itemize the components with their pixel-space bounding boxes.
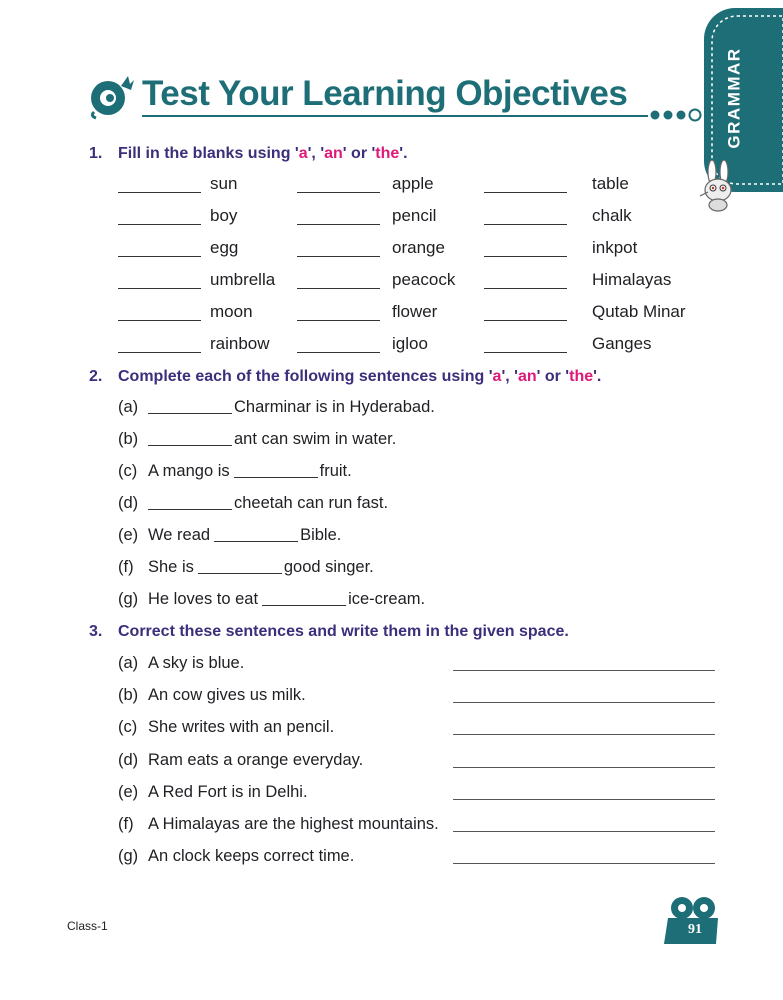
- q1-blank[interactable]: [484, 274, 567, 289]
- q3-sentence: [118, 783, 308, 802]
- q1-word: inkpot: [592, 238, 638, 257]
- q2-item-label: (f): [118, 558, 134, 576]
- q3-item-label: (g): [118, 847, 139, 865]
- mascot-icon: [88, 72, 136, 120]
- q1-word: igloo: [392, 334, 428, 353]
- q3-instruction: Correct these sentences and write them in the given space.: [118, 623, 569, 640]
- q2-sentence: [118, 558, 374, 577]
- q3-incorrect-sentence: She writes with an pencil.: [148, 718, 335, 736]
- q3-number: 3.: [89, 623, 103, 640]
- q3-item-label: (e): [118, 783, 139, 801]
- q2-number: 2.: [89, 368, 103, 385]
- q3-answer-line[interactable]: [453, 734, 715, 735]
- q1-blank[interactable]: [297, 210, 380, 225]
- q1-word: rainbow: [210, 334, 270, 353]
- q1-blank[interactable]: [118, 338, 201, 353]
- q2-blank[interactable]: [148, 399, 232, 414]
- title-underline: [142, 115, 648, 117]
- q1-blank[interactable]: [484, 338, 567, 353]
- q2-sentence: [118, 430, 396, 449]
- q2-text-before: She is: [148, 558, 194, 576]
- q3-answer-line[interactable]: [453, 670, 715, 671]
- q3-answer-line[interactable]: [453, 831, 715, 832]
- q2-text-after: good singer.: [283, 558, 374, 576]
- q2-text-after: ice-cream.: [348, 590, 426, 608]
- title-dots-decoration: [648, 108, 702, 122]
- q2-text-after: ant can swim in water.: [234, 430, 397, 448]
- q2-item-label: (d): [118, 494, 139, 512]
- q2-item-label: (g): [118, 590, 139, 608]
- q3-incorrect-sentence: Ram eats a orange everyday.: [148, 751, 364, 769]
- q3-sentence: [118, 686, 306, 705]
- q2-blank[interactable]: [262, 591, 346, 606]
- q2-sentence: [118, 462, 352, 481]
- q2-text-before: He loves to eat: [148, 590, 259, 608]
- q2-instruction: Complete each of the following sentences using 'a', 'an' or 'the'.: [118, 368, 602, 385]
- q1-word: boy: [210, 206, 238, 225]
- q3-sentence: [118, 847, 354, 866]
- q1-blank[interactable]: [118, 274, 201, 289]
- q2-blank[interactable]: [148, 431, 232, 446]
- q1-blank[interactable]: [297, 306, 380, 321]
- q3-item-label: (c): [118, 718, 138, 736]
- class-label: Class-1: [67, 919, 108, 933]
- q3-item-label: (a): [118, 654, 139, 672]
- q3-item-label: (d): [118, 751, 139, 769]
- q2-text-after: Bible.: [300, 526, 342, 544]
- q2-blank[interactable]: [148, 495, 232, 510]
- q3-incorrect-sentence: A Red Fort is in Delhi.: [148, 783, 308, 801]
- q1-word: egg: [210, 238, 239, 257]
- q1-word: Ganges: [592, 334, 652, 353]
- q1-word: sun: [210, 174, 238, 193]
- q1-word: orange: [392, 238, 445, 257]
- q3-incorrect-sentence: An clock keeps correct time.: [148, 847, 355, 865]
- q2-text-after: fruit.: [319, 462, 352, 480]
- q1-word: Himalayas: [592, 270, 672, 289]
- q1-word: umbrella: [210, 270, 276, 289]
- q2-sentence: [118, 398, 435, 417]
- q3-item-label: (b): [118, 686, 139, 704]
- q1-blank[interactable]: [118, 242, 201, 257]
- q3-answer-line[interactable]: [453, 767, 715, 768]
- q1-blank[interactable]: [484, 178, 567, 193]
- q2-text-after: cheetah can run fast.: [234, 494, 389, 512]
- q1-blank[interactable]: [297, 178, 380, 193]
- q3-answer-line[interactable]: [453, 702, 715, 703]
- q1-instruction: Fill in the blanks using 'a', 'an' or 'the'.: [118, 145, 408, 162]
- q1-number: 1.: [89, 145, 103, 162]
- q3-sentence: [118, 815, 439, 834]
- page-title: Test Your Learning Objectives: [142, 74, 628, 113]
- q2-text-after: Charminar is in Hyderabad.: [234, 398, 435, 416]
- q3-sentence: [118, 654, 244, 673]
- q1-blank[interactable]: [118, 178, 201, 193]
- q2-text-before: We read: [148, 526, 211, 544]
- q3-incorrect-sentence: A sky is blue.: [148, 654, 245, 672]
- q1-word: apple: [392, 174, 434, 193]
- q2-item-label: (b): [118, 430, 139, 448]
- q1-blank[interactable]: [484, 210, 567, 225]
- q3-item-label: (f): [118, 815, 134, 833]
- q1-word: chalk: [592, 206, 632, 225]
- q1-blank[interactable]: [297, 274, 380, 289]
- q2-item-label: (e): [118, 526, 139, 544]
- q3-incorrect-sentence: A Himalayas are the highest mountains.: [148, 815, 439, 833]
- q3-sentence: [118, 718, 334, 737]
- q1-word: pencil: [392, 206, 437, 225]
- q2-blank[interactable]: [198, 559, 282, 574]
- q2-text-before: A mango is: [148, 462, 230, 480]
- q2-sentence: [118, 526, 341, 545]
- q1-blank[interactable]: [297, 242, 380, 257]
- q1-word: moon: [210, 302, 253, 321]
- q2-blank[interactable]: [214, 527, 298, 542]
- q2-blank[interactable]: [234, 463, 318, 478]
- q3-sentence: [118, 751, 363, 770]
- q1-word: table: [592, 174, 629, 193]
- q3-incorrect-sentence: An cow gives us milk.: [148, 686, 306, 704]
- q3-answer-line[interactable]: [453, 863, 715, 864]
- q1-blank[interactable]: [297, 338, 380, 353]
- q1-blank[interactable]: [118, 306, 201, 321]
- q1-blank[interactable]: [484, 242, 567, 257]
- q3-answer-line[interactable]: [453, 799, 715, 800]
- grammar-tab-label: GRAMMAR: [725, 47, 744, 149]
- q1-blank[interactable]: [484, 306, 567, 321]
- bunny-icon: [694, 160, 742, 212]
- q1-word: peacock: [392, 270, 456, 289]
- q2-item-label: (c): [118, 462, 138, 480]
- q1-word: flower: [392, 302, 438, 321]
- q2-sentence: [118, 494, 388, 513]
- q2-item-label: (a): [118, 398, 139, 416]
- q1-word: Qutab Minar: [592, 302, 686, 321]
- page-number: 91: [688, 922, 702, 937]
- page-number-badge: [662, 896, 722, 946]
- q2-sentence: [118, 590, 425, 609]
- q1-blank[interactable]: [118, 210, 201, 225]
